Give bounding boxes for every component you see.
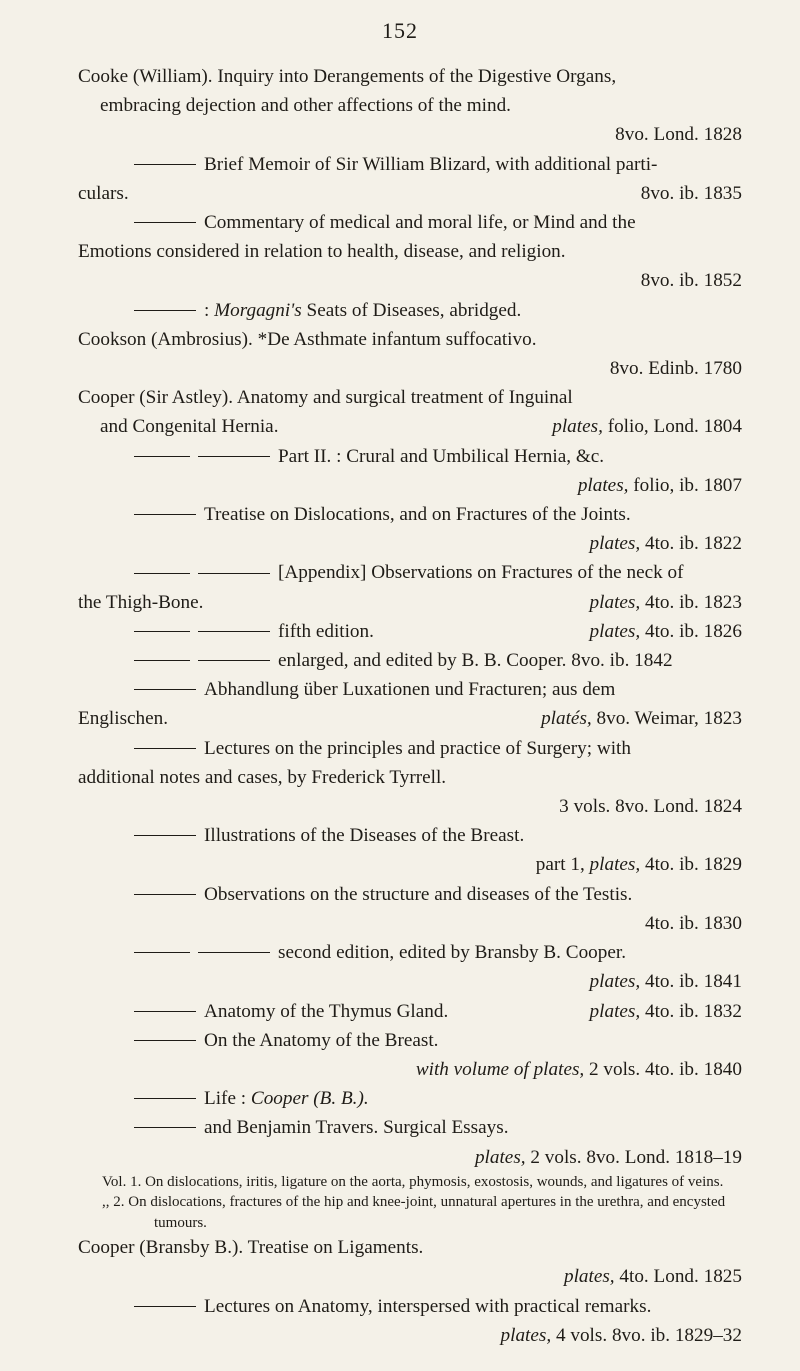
ditto-rule: [134, 222, 196, 223]
entry-line: Brief Memoir of Sir William Blizard, with additional parti-: [204, 153, 658, 175]
entry-line: Cooke (William). Inquiry into Derangements of the Digestive Organs,: [78, 66, 617, 87]
contents-note-vol2: ,, 2. On dislocations, fractures of the hip and knee-joint, unnatural apertures in the urethra, and encysted tumours.: [102, 1194, 726, 1231]
entry-imprint: folio, ib. 1807: [628, 474, 742, 496]
entry-line: Emotions considered in relation to health, disease, and religion.: [78, 241, 566, 263]
entry-imprint: 4to. ib. 1826: [640, 620, 742, 642]
entry-cooper-lectures: [78, 734, 742, 822]
ditto-rule: [134, 164, 196, 165]
entry-line: Treatise on Dislocations, and on Fractures of the Joints.: [204, 504, 631, 526]
entry-imprint: 3 vols. 8vo. Lond. 1824: [559, 796, 742, 818]
entry-text: :: [204, 299, 215, 321]
entry-cooper-abhandlung: [78, 675, 742, 733]
entry-italic: plates,: [552, 416, 603, 438]
entry-cooper-testis: [78, 880, 742, 938]
entry-line: Anatomy of the Thymus Gland.: [204, 1000, 449, 1022]
entry-line: second edition, edited by Bransby B. Cooper.: [278, 942, 626, 964]
entry-italic: plates,: [500, 1324, 552, 1346]
entry-cooper-hernia: [78, 383, 742, 441]
ditto-rule: [134, 1011, 196, 1012]
entry-italic: platés,: [541, 708, 592, 730]
entry-line: fifth edition.: [278, 620, 374, 642]
entry-italic: plates,: [589, 591, 641, 613]
entry-italic: plates,: [474, 1146, 526, 1168]
entry-italic: with volume of plates,: [415, 1058, 585, 1080]
ditto-rule: [134, 835, 196, 836]
entry-line: Lectures on the principles and practice of Surgery; with: [204, 737, 631, 759]
entry-line: [Appendix] Observations on Fractures of the neck of: [278, 562, 684, 584]
entry-imprint: 4to. ib. 1832: [640, 1000, 742, 1022]
entry-cooper-travers: [78, 1113, 742, 1171]
entry-imprint: 4to. Lond. 1825: [614, 1266, 742, 1288]
entry-imprint: 4to. ib. 1823: [640, 591, 742, 613]
ditto-rule: [134, 573, 190, 574]
entry-cooper-testis-second: [78, 938, 742, 996]
entry-line: Part II. : Crural and Umbilical Hernia, &c.: [278, 445, 605, 467]
entry-italic: plates,: [589, 620, 641, 642]
entry-imprint: 8vo. Weimar, 1823: [591, 708, 742, 730]
entry-line: enlarged, and edited by B. B. Cooper. 8vo. ib. 1842: [278, 650, 673, 672]
entry-cooke-memoir: [78, 150, 742, 208]
contents-note-vol1: Vol. 1. On dislocations, iritis, ligature on the aorta, phymosis, exostosis, wounds, and ligatures of veins.: [102, 1173, 724, 1190]
entry-bransby-ligaments: [78, 1233, 742, 1291]
entry-line: Cooper (Sir Astley). Anatomy and surgical treatment of Inguinal: [78, 387, 573, 409]
entry-text: Life :: [204, 1088, 251, 1110]
entry-italic: plates,: [563, 1266, 615, 1288]
entry-cooper-enlarged: [78, 646, 742, 675]
ditto-rule: [134, 689, 196, 690]
entry-text: part 1,: [535, 854, 590, 876]
page-number: 152: [382, 18, 418, 43]
entry-cooper-fifth: [78, 617, 742, 646]
entry-line: Englischen.: [78, 708, 169, 730]
ditto-rule: [134, 1040, 196, 1041]
ditto-rule: [134, 748, 196, 749]
ditto-rule: [134, 1306, 196, 1307]
entry-imprint: 4to. ib. 1822: [640, 533, 742, 555]
entry-line: Observations on the structure and diseases of the Testis.: [204, 883, 633, 905]
ditto-rule: [198, 456, 270, 457]
entry-line: Cookson (Ambrosius). *De Asthmate infantum suffocativo.: [78, 328, 537, 350]
entry-text: Seats of Diseases, abridged.: [301, 299, 522, 321]
ditto-rule: [134, 660, 190, 661]
entry-italic: plates,: [589, 1000, 641, 1022]
entry-imprint: 8vo. Edinb. 1780: [609, 358, 742, 380]
entry-imprint: 4to. ib. 1841: [640, 971, 742, 993]
entry-italic: plates,: [577, 474, 629, 496]
ditto-rule: [134, 631, 190, 632]
entry-italic: plates,: [589, 971, 641, 993]
entry-italic: plates,: [589, 854, 641, 876]
entry-cooper-dislocations: [78, 500, 742, 558]
entry-line: Commentary of medical and moral life, or Mind and the: [204, 212, 636, 234]
ditto-rule: [134, 894, 196, 895]
entry-line: Lectures on Anatomy, interspersed with practical remarks.: [204, 1295, 652, 1317]
entry-imprint: 2 vols. 4to. ib. 1840: [584, 1058, 742, 1080]
entry-imprint: 4to. ib. 1829: [640, 854, 742, 876]
ditto-rule: [134, 1127, 196, 1128]
entry-line: Abhandlung über Luxationen und Fracturen; aus dem: [204, 679, 616, 701]
entry-cooke-inquiry: [78, 62, 742, 150]
entry-cookson: [78, 325, 742, 383]
catalogue-entries: [78, 62, 742, 1350]
entry-cooper-thymus: [78, 997, 742, 1026]
entry-imprint: 8vo. ib. 1852: [640, 270, 742, 292]
entry-line: Cooper (Bransby B.). Treatise on Ligaments.: [78, 1237, 424, 1259]
entry-imprint: folio, Lond. 1804: [602, 416, 742, 438]
entry-contents-note: [78, 1172, 742, 1234]
entry-line: the Thigh-Bone.: [78, 591, 204, 613]
ditto-rule: [198, 660, 270, 661]
ditto-rule: [134, 456, 190, 457]
ditto-rule: [134, 952, 190, 953]
entry-bransby-lectures: [78, 1292, 742, 1350]
entry-line: additional notes and cases, by Frederick Tyrrell.: [78, 766, 447, 788]
ditto-rule: [198, 952, 270, 953]
entry-cooper-breast-anatomy: [78, 1026, 742, 1084]
ditto-rule: [198, 631, 270, 632]
ditto-rule: [134, 1098, 196, 1099]
entry-line: Illustrations of the Diseases of the Breast.: [204, 825, 525, 847]
entry-cooke-commentary: [78, 208, 742, 296]
ditto-rule: [198, 573, 270, 574]
entry-cooper-part2: [78, 442, 742, 500]
entry-italic: plates,: [589, 533, 641, 555]
entry-cooper-breast-illus: [78, 821, 742, 879]
entry-italic: Cooper (B. B.).: [250, 1088, 369, 1110]
entry-line: and Benjamin Travers. Surgical Essays.: [204, 1117, 509, 1139]
entry-line: embracing dejection and other affections of the mind.: [100, 95, 511, 117]
entry-imprint: 8vo. Lond. 1828: [615, 124, 742, 146]
entry-cooke-morgagni: [78, 296, 742, 325]
entry-imprint: 8vo. ib. 1835: [640, 182, 742, 204]
entry-line: culars.: [78, 182, 129, 204]
entry-line: On the Anatomy of the Breast.: [204, 1029, 439, 1051]
entry-cooper-appendix: [78, 558, 742, 616]
entry-imprint: 4 vols. 8vo. ib. 1829–32: [551, 1324, 742, 1346]
entry-imprint: 4to. ib. 1830: [644, 912, 742, 934]
entry-cooper-life: [78, 1084, 742, 1113]
entry-italic: Morgagni's: [214, 299, 302, 321]
entry-line: and Congenital Hernia.: [100, 416, 279, 438]
ditto-rule: [134, 514, 196, 515]
ditto-rule: [134, 310, 196, 311]
entry-imprint: 2 vols. 8vo. Lond. 1818–19: [525, 1146, 742, 1168]
